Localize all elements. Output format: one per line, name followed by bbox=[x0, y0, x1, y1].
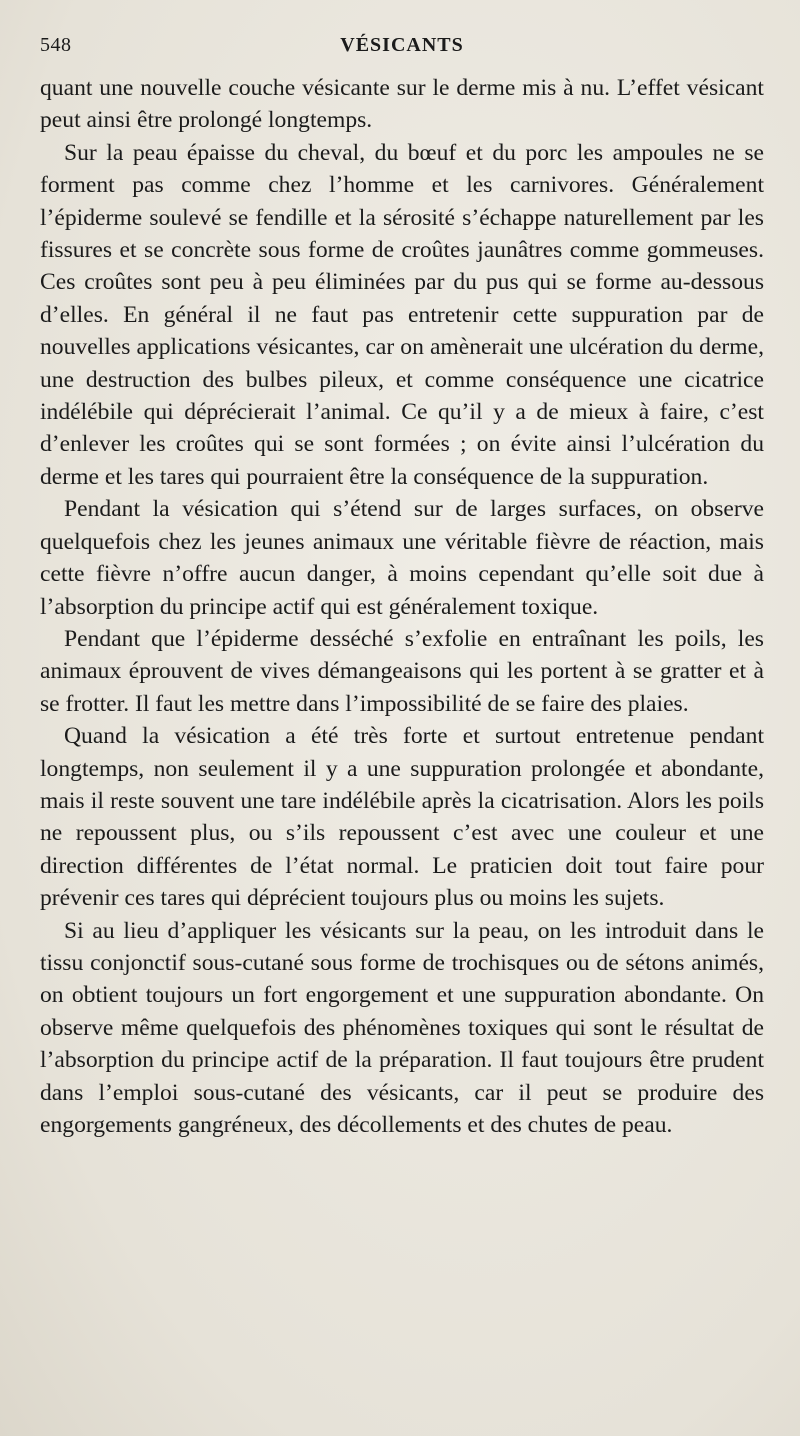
body-text bbox=[40, 72, 764, 1141]
paragraph-reaction-fever: Pendant la vésication qui s’étend sur de larges surfaces, on observe quelquefois chez les jeunes animaux une véritable fièvre de réaction, mais cette fièvre n’offre aucun danger, à moins cependant qu’elle soit due à l’absorption du principe actif qui est généralement toxique. bbox=[40, 496, 764, 620]
paragraph-thick-skin: Sur la peau épaisse du cheval, du bœuf et du porc les ampoules ne se forment pas comme chez l’homme et les carnivores. Généralement l’épiderme soulevé se fendille et la sérosité s’échappe naturellement par les fissures et se concrète sous forme de croûtes jaunâtres comme gommeuses. Ces croûtes sont peu à peu éliminées par du pus qui se forme au-dessous d’elles. En général il ne faut pas entretenir cette suppuration par de nouvelles applications vésicantes, car on amènerait une ulcération du derme, une destruction des bulbes pileux, et comme conséquence une cicatrice indélébile qui déprécierait l’animal. Ce qu’il y a de mieux à faire, c’est d’enlever les croûtes qui se sont formées ; on évite ainsi l’ulcération du derme et les tares qui pourraient être la conséquence de la suppuration. bbox=[40, 139, 764, 490]
paragraph-blemish: Quand la vésication a été très forte et surtout entretenue pendant longtemps, non seulement il y a une suppuration prolongée et abondante, mais il reste souvent une tare indélébile après la cicatrisation. Alors les poils ne repoussent plus, ou s’ils repoussent c’est avec une couleur et une direction différentes de l’état normal. Le praticien doit tout faire pour prévenir ces tares qui déprécient toujours plus ou moins les sujets. bbox=[40, 723, 764, 912]
running-title: VÉSICANTS bbox=[340, 34, 464, 56]
paragraph-continuation: quant une nouvelle couche vésicante sur le derme mis à nu. L’effet vésicant peut ainsi être prolongé longtemps. bbox=[40, 75, 764, 134]
paragraph-itching: Pendant que l’épiderme desséché s’exfolie en entraînant les poils, les animaux éprouvent de vives démangeaisons qui les portent à se gratter et à se frotter. Il faut les mettre dans l’impossibilité de se faire des plaies. bbox=[40, 625, 764, 717]
paragraph-subcutaneous: Si au lieu d’appliquer les vésicants sur la peau, on les introduit dans le tissu conjonctif sous-cutané sous forme de trochisques ou de sétons animés, on obtient toujours un fort engorgement et une suppuration abondante. On observe même quelquefois des phénomènes toxiques qui sont le résultat de l’absorption du principe actif de la préparation. Il faut toujours être prudent dans l’emploi sous-cutané des vésicants, car il peut se produire des engorgements gangréneux, des décollements et des chutes de peau. bbox=[40, 917, 764, 1138]
page-number: 548 bbox=[40, 34, 72, 56]
running-head bbox=[40, 30, 764, 62]
